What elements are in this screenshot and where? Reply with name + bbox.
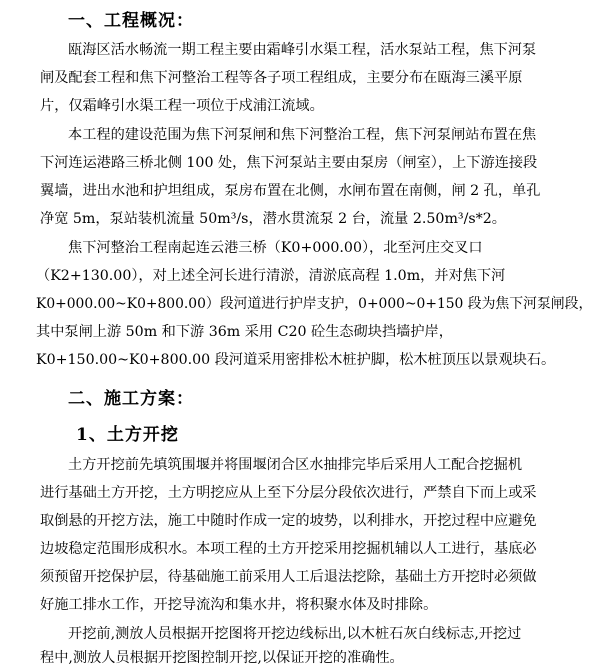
paragraph-line: 本工程的建设范围为焦下河泵闸和焦下河整治工程，焦下河泵闸站布置在焦 [68,127,537,143]
paragraph-line: 焦下河整治工程南起连云港三桥（K0+000.00），北至河庄交叉口 [68,240,483,256]
paragraph-line: 下河连运港路三桥北侧 100 处，焦下河泵站主要由泵房（闸室），上下游连接段 [40,155,538,171]
paragraph-line: 土方开挖前先填筑围堰并将围堰闭合区水抽排完毕后采用人工配合挖掘机 [68,457,523,473]
paragraph-line: K0+150.00~K0+800.00 段河道采用密排松木桩护脚，松木桩顶压以景观块石。 [36,352,556,368]
paragraph-line: 须预留开挖保护层，待基础施工前采用人工后退法挖除，基础土方开挖时必须做 [40,569,537,585]
paragraph-line: 翼墙，进出水池和护坦组成，泵房布置在北侧，水闸布置在南侧，闸 2 孔，单孔 [40,183,541,199]
paragraph-line: 净宽 5m，泵站装机流量 50m³/s，潜水贯流泵 2 台，流量 2.50m³/s*2。 [40,211,506,227]
paragraph-line: 程中,测放人员根据开挖图控制开挖,以保证开挖的准确性。 [40,650,404,666]
paragraph-line: （K2+130.00），对上述全河长进行清淤，清淤底高程 1.0m，并对焦下河 [36,268,506,284]
subsection-heading-earthwork: 1、土方开挖 [76,425,179,445]
paragraph-line: 好施工排水工作，开挖导流沟和集水井，将积聚水体及时排除。 [40,597,438,613]
paragraph-line: 片，仅霜峰引水渠工程一项位于戍浦江流域。 [40,98,324,114]
section-heading-construction-plan: 二、施工方案： [68,389,194,409]
paragraph-line: 开挖前,测放人员根据开挖图将开挖边线标出,以木桩石灰白线标志,开挖过 [68,626,522,642]
paragraph-line: 取倒悬的开挖方法，施工中随时作成一定的坡势，以利排水，开挖过程中应避免 [40,513,537,529]
paragraph-line: 闸及配套工程和焦下河整治工程等各子项工程组成，主要分布在瓯海三溪平原 [40,70,523,86]
paragraph-line: 其中泵闸上游 50m 和下游 36m 采用 C20 砼生态砌块挡墙护岸， [36,324,453,340]
section-heading-project-overview: 一、工程概况： [68,11,194,31]
paragraph-line: 进行基础土方开挖，土方明挖应从上至下分层分段依次进行，严禁自下而上或采 [40,485,537,501]
paragraph-line: 瓯海区活水畅流一期工程主要由霜峰引水渠工程，活水泵站工程，焦下河泵 [68,42,537,58]
paragraph-line: 边坡稳定范围形成积水。本项工程的土方开挖采用挖掘机辅以人工进行，基底必 [40,541,537,557]
paragraph-line: K0+000.00~K0+800.00）段河道进行护岸支护，0+000~0+150 段为焦下河泵闸段， [36,296,593,312]
